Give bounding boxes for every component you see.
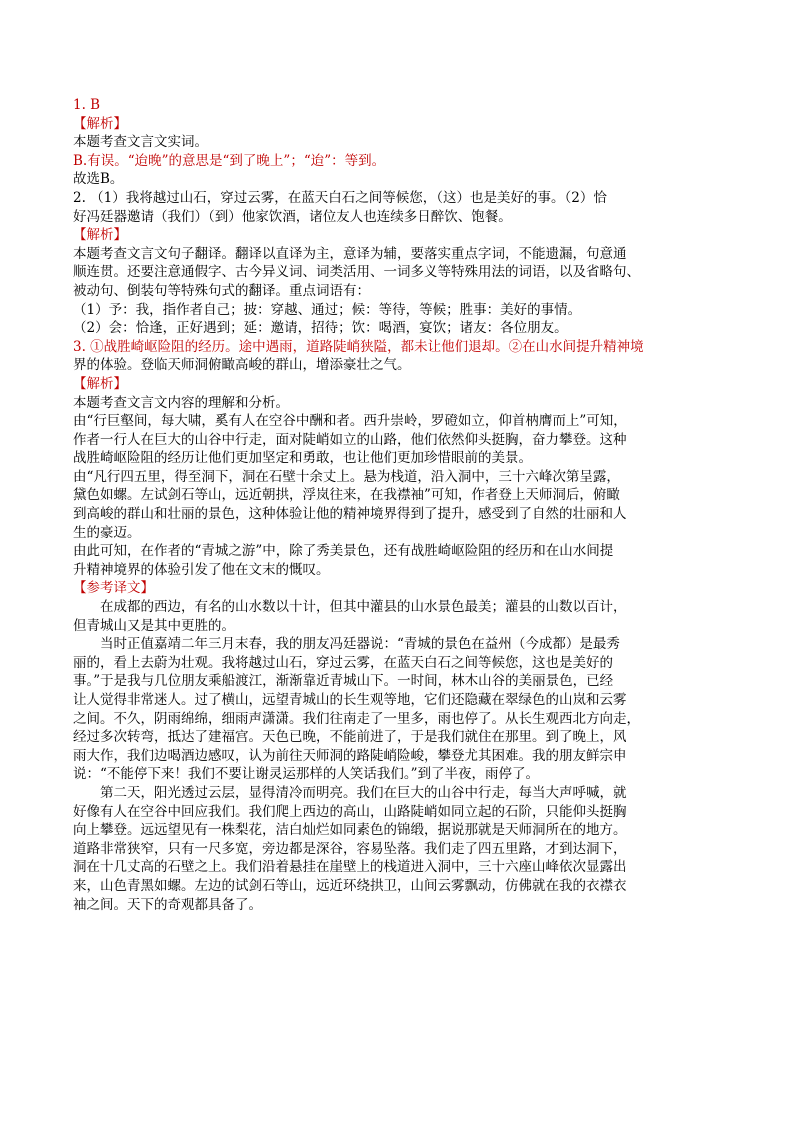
q3-analysis-line: 升精神境界的体验引发了他在文末的慨叹。 [73, 561, 330, 578]
q1-analysis-line: B.有误。“迨晚”的意思是“到了晚上”；“迨”：等到。 [73, 152, 386, 169]
q3-answer-line: 3. ①战胜崎岖险阻的经历。途中遇雨，道路陡峭狭隘，都未让他们退却。②在山水间提升精神境 [73, 338, 644, 355]
translation-line: 来，山色青黑如螺。左边的试剑石等山，远近环绕拱卫，山间云雾飘动，仿佛就在我的衣襟衣 [73, 877, 627, 894]
translation-line: 之间。不久，阴雨绵绵，细雨声潇潇。我们往南走了一里多，雨也停了。从长生观西北方向走， [73, 710, 640, 727]
q3-analysis-line: 本题考查文言文内容的理解和分析。 [73, 394, 289, 411]
translation-line: 道路非常狭窄，只有一尺多宽，旁边都是深谷，容易坠落。我们走了四五里路，才到达洞下， [73, 840, 627, 857]
q3-analysis-line: 生的豪迈。 [73, 524, 141, 541]
q1-analysis-line: 本题考查文言文实词。 [73, 134, 208, 151]
translation-line: 好像有人在空谷中回应我们。我们爬上西边的高山，山路陡峭如同立起的石阶，只能仰头挺胸 [73, 803, 627, 820]
translation-line: 让人觉得非常迷人。过了横山，远望青城山的长生观等地，它们还隐藏在翠绿色的山岚和云雾 [73, 692, 627, 708]
q3-analysis-line: 由“行巨壑间，每大啸，奚有人在空谷中酬和者。西升崇岭，罗磴如立，仰首枘膺而上”可知， [73, 413, 627, 430]
q3-analysis-heading: 【解析】 [73, 375, 127, 392]
q3-analysis-line: 到高峻的群山和壮丽的景色，这种体验让他的精神境界得到了提升，感受到了自然的壮丽和人 [73, 506, 627, 523]
q3-analysis-line: 由“凡行四五里，得至洞下，洞在石壁十余丈上。悬为栈道，沿入洞中，三十六峰次第呈露， [73, 468, 620, 485]
translation-line: 丽的，看上去蔚为壮观。我将越过山石，穿过云雾，在蓝天白石之间等候您，这也是美好的 [73, 654, 613, 671]
answer-document [73, 96, 723, 914]
translation-line: 向上攀登。远远望见有一株梨花，洁白灿烂如同素色的锦缎，据说那就是天师洞所在的地方。 [73, 822, 627, 839]
translation-line: 洞在十几丈高的石壁之上。我们沿着悬挂在崖壁上的栈道进入洞中，三十六座山峰依次显露出 [73, 859, 627, 876]
q3-analysis-line: 由此可知，在作者的“青城之游”中，除了秀美景色，还有战胜崎岖险阻的经历和在山水间提 [73, 543, 614, 560]
translation-line: 雨大作，我们边喝酒边感叹，认为前往天师洞的路陡峭险峻，攀登尤其困难。我的朋友鲜宗申 [73, 747, 627, 764]
translation-line: 说：“不能停下来！我们不要让谢灵运那样的人笑话我们。”到了半夜，雨停了。 [73, 766, 540, 783]
q3-analysis-line: 黛色如螺。左试剑石等山，远近朝拱，浮岚往来，在我襟袖”可知，作者登上天师洞后，俯瞰 [73, 487, 620, 504]
q1-answer: 1. B [73, 97, 101, 113]
q1-analysis-heading: 【解析】 [73, 115, 127, 132]
translation-line: 袖之间。天下的奇观都具备了。 [73, 896, 262, 913]
translation-line: 经过多次转弯，抵达了建福宫。天色已晚，不能前进了，于是我们就住在那里。到了晚上，风 [73, 729, 627, 746]
q2-analysis-heading: 【解析】 [73, 227, 127, 244]
q3-analysis-line: 战胜崎岖险阻的经历让他们更加坚定和勇敢，也让他们更加珍惜眼前的美景。 [73, 450, 532, 467]
q2-analysis-line: （2）会：恰逢，正好遇到；延：邀请，招待；饮：喝酒，宴饮；诸友：各位朋友。 [73, 320, 568, 337]
translation-line: 在成都的西边，有名的山水数以十计，但其中灌县的山水景色最美；灌县的山数以百计， [100, 599, 627, 616]
translation-line: 当时正值嘉靖二年三月末春，我的朋友冯廷器说：“青城的景色在益州（今成都）是最秀 [100, 636, 620, 653]
q2-answer-line: 好冯廷器邀请（我们）（到）他家饮酒，诸位友人也连续多日醉饮、饱餐。 [73, 208, 512, 225]
q2-analysis-line: 被动句、倒装句等特殊句式的翻译。重点词语有： [73, 282, 370, 299]
q2-analysis-line: 本题考查文言文句子翻译。翻译以直译为主，意译为辅，要落实重点字词，不能遗漏，句意通 [73, 245, 627, 262]
q3-answer-line: 界的体验。登临天师洞俯瞰高峻的群山，增添豪壮之气。 [73, 357, 411, 374]
q2-analysis-line: （1）予：我，指作者自己；披：穿越、通过；候：等待，等候；胜事：美好的事情。 [73, 301, 582, 318]
q2-analysis-line: 顺连贯。还要注意通假字、古今异义词、词类活用、一词多义等特殊用法的词语，以及省略句、 [73, 264, 640, 281]
translation-line: 事。”于是我与几位朋友乘船渡江，渐渐靠近青城山下。一时间，林木山谷的美丽景色，已经 [73, 673, 614, 690]
q2-answer-line: 2. （1）我将越过山石，穿过云雾，在蓝天白石之间等候您，（这）也是美好的事。（2）恰 [73, 189, 607, 206]
q3-analysis-line: 作者一行人在巨大的山谷中行走，面对陡峭如立的山路，他们依然仰头挺胸，奋力攀登。这种 [73, 431, 627, 448]
translation-heading: 【参考译文】 [73, 580, 154, 597]
translation-line: 但青城山又是其中更胜的。 [73, 617, 235, 634]
translation-line: 第二天，阳光透过云层，显得清冷而明亮。我们在巨大的山谷中行走，每当大声呼喊，就 [100, 784, 627, 801]
q1-analysis-line: 故选B。 [73, 171, 124, 188]
